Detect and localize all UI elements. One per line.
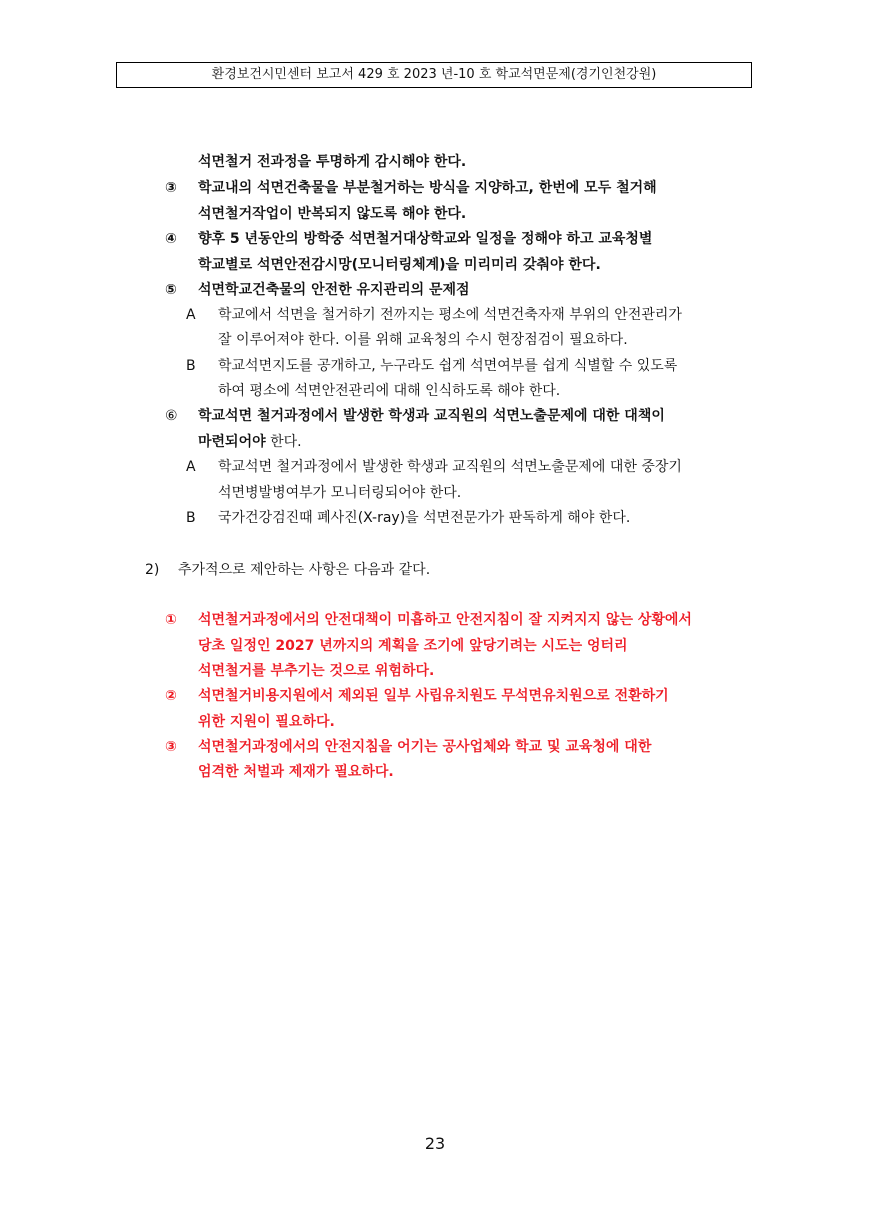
item-4-line-1: 향후 5 년동안의 방학중 석면철거대상학교와 일정을 정해야 하고 교육청별 — [198, 231, 653, 247]
item-6-sub-b-marker: B — [186, 510, 196, 526]
item-3-marker: ③ — [165, 180, 177, 196]
item-5-sub-a-line-1: 학교에서 석면을 철거하기 전까지는 평소에 석면건축자재 부위의 안전관리가 — [218, 307, 682, 323]
proposal-3-line-1: 석면철거과정에서의 안전지침을 어기는 공사업체와 학교 및 교육청에 대한 — [198, 739, 652, 755]
item-5-sub-b-line-2: 하여 평소에 석면안전관리에 대해 인식하도록 해야 한다. — [218, 383, 561, 399]
item-5-sub-b-line-1: 학교석면지도를 공개하고, 누구라도 쉽게 석면여부를 쉽게 식별할 수 있도록 — [218, 358, 678, 374]
item-6-sub-a-marker: A — [186, 459, 196, 475]
proposal-1-line-3: 석면철거를 부추기는 것으로 위험하다. — [198, 663, 435, 679]
item-6-sub-a-line-1: 학교석면 철거과정에서 발생한 학생과 교직원의 석면노출문제에 대한 중장기 — [218, 459, 682, 475]
proposal-1-marker: ① — [165, 612, 177, 628]
proposal-3-line-2: 엄격한 처벌과 제재가 필요하다. — [198, 764, 394, 780]
item-3-line-2: 석면철거작업이 반복되지 않도록 해야 한다. — [198, 206, 467, 222]
proposal-1-line-2: 당초 일정인 2027 년까지의 계획을 조기에 앞당기려는 시도는 엉터리 — [198, 638, 628, 654]
item-5-sub-b-marker: B — [186, 358, 196, 374]
item-3-line-1: 학교내의 석면건축물을 부분철거하는 방식을 지양하고, 한번에 모두 철거해 — [198, 180, 657, 196]
item-5-sub-a-line-2: 잘 이루어져야 한다. 이를 위해 교육청의 수시 현장점검이 필요하다. — [218, 332, 628, 348]
section-2-marker: 2) — [145, 562, 160, 578]
item-6-line-2 — [198, 432, 302, 452]
item-6-sub-b-line-1: 국가건강검진때 폐사진(X-ray)을 석면전문가가 판독하게 해야 한다. — [218, 510, 631, 526]
item-6-line-1: 학교석면 철거과정에서 발생한 학생과 교직원의 석면노출문제에 대한 대책이 — [198, 408, 665, 424]
item-6-line-2-rest: 한다. — [265, 434, 302, 450]
proposal-2-marker: ② — [165, 688, 177, 704]
section-2-intro: 추가적으로 제안하는 사항은 다음과 같다. — [178, 562, 431, 578]
item-5-marker: ⑤ — [165, 282, 177, 298]
item-6-marker: ⑥ — [165, 408, 178, 424]
item-4-marker: ④ — [165, 231, 177, 247]
item-6-line-2-bold: 마련되어야 — [198, 434, 266, 450]
item-6-sub-a-line-2: 석면병발병여부가 모니터링되어야 한다. — [218, 485, 462, 501]
proposal-3-marker: ③ — [165, 739, 177, 755]
page-number: 23 — [424, 1134, 446, 1153]
proposal-2-line-1: 석면철거비용지원에서 제외된 일부 사립유치원도 무석면유치원으로 전환하기 — [198, 688, 669, 704]
item-5-line-1: 석면학교건축물의 안전한 유지관리의 문제점 — [198, 282, 470, 298]
proposal-1-line-1: 석면철거과정에서의 안전대책이 미흡하고 안전지침이 잘 지켜지지 않는 상황에서 — [198, 612, 692, 628]
continuation-line: 석면철거 전과정을 투명하게 감시해야 한다. — [198, 154, 467, 170]
item-4-line-2: 학교별로 석면안전감시망(모니터링체계)을 미리미리 갖춰야 한다. — [198, 257, 601, 273]
report-header: 환경보건시민센터 보고서 429 호 2023 년-10 호 학교석면문제(경기인천강원) — [116, 62, 752, 88]
proposal-2-line-2: 위한 지원이 필요하다. — [198, 714, 335, 730]
item-5-sub-a-marker: A — [186, 307, 196, 323]
